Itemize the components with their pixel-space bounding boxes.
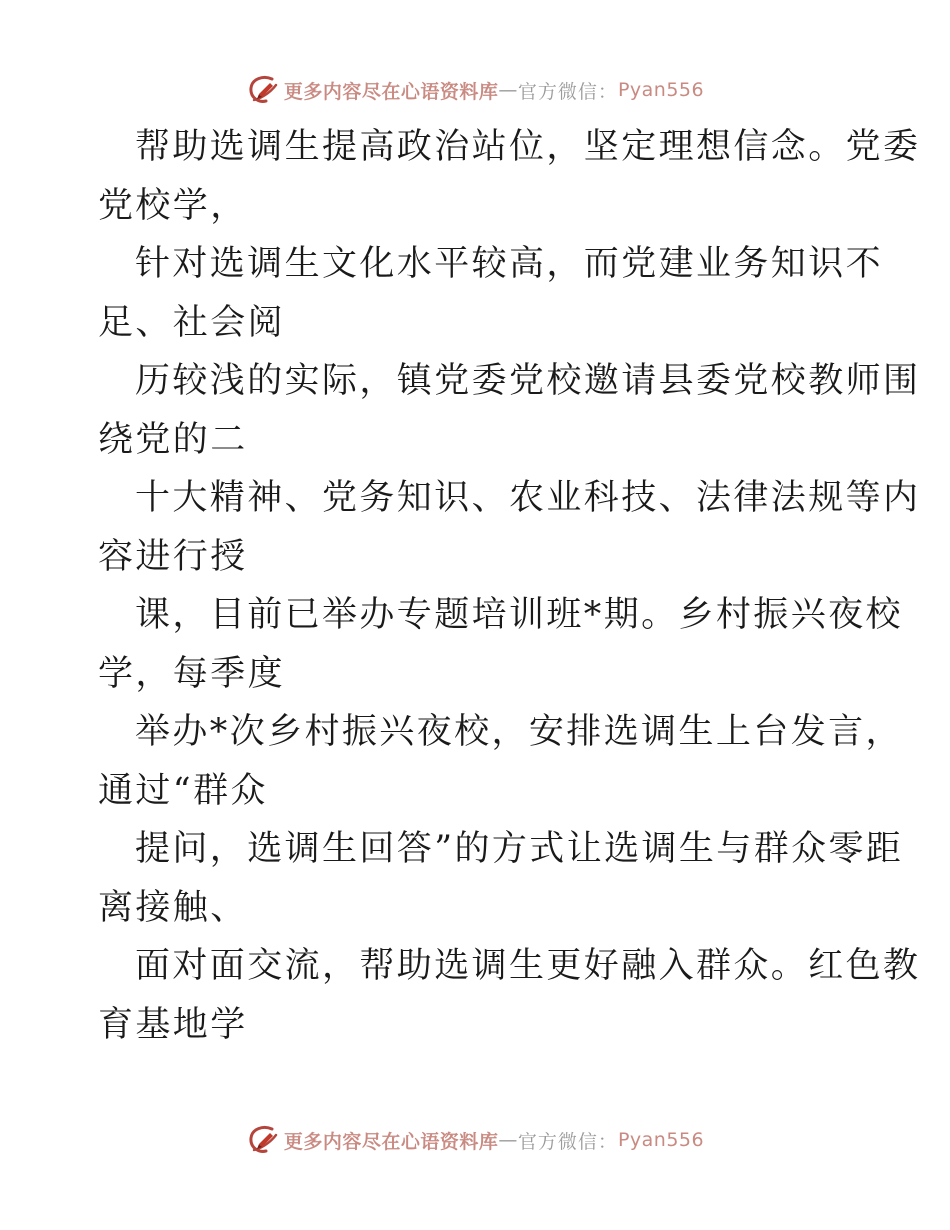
paragraph-line: 通过“群众 — [98, 770, 268, 811]
paragraph-5 — [98, 586, 903, 703]
paragraph-line: 历较浅的实际，镇党委党校邀请县委党校教师围 — [135, 361, 921, 401]
official-wechat-label: 官方微信： — [517, 1130, 618, 1153]
paragraph-3 — [98, 352, 921, 469]
paragraph-line: 党校学， — [98, 185, 248, 226]
wechat-id: Pyan556 — [617, 1129, 705, 1151]
paragraph-line: 足、社会阅 — [98, 302, 286, 343]
paragraph-line: 针对选调生文化水平较高，而党建业务知识不 — [135, 244, 884, 284]
paragraph-line: 提问，选调生回答”的方式让选调生与群众零距 — [135, 829, 904, 869]
paragraph-1 — [98, 118, 921, 235]
document-body — [98, 118, 921, 1054]
paragraph-4 — [98, 469, 921, 586]
pen-swirl-logo-icon — [246, 1123, 280, 1157]
paragraph-line: 十大精神、党务知识、农业科技、法律法规等内 — [135, 478, 921, 518]
official-wechat-label: 官方微信： — [517, 80, 618, 103]
separator-dash: — — [498, 79, 518, 101]
header-watermark — [0, 70, 950, 110]
paragraph-line: 容进行授 — [98, 536, 248, 577]
paragraph-6 — [98, 703, 903, 820]
paragraph-line: 育基地学 — [98, 1004, 248, 1045]
wechat-id: Pyan556 — [617, 79, 705, 101]
paragraph-line: 学，每季度 — [98, 653, 286, 694]
brand-text: 更多内容尽在心语资料库 — [283, 80, 499, 103]
paragraph-line: 面对面交流，帮助选调生更好融入群众。红色教 — [135, 946, 921, 986]
paragraph-line: 绕党的二 — [98, 419, 248, 460]
paragraph-line: 帮助选调生提高政治站位，坚定理想信念。党委 — [135, 127, 921, 167]
paragraph-line: 离接触、 — [98, 887, 248, 928]
paragraph-8 — [98, 937, 921, 1054]
paragraph-7 — [98, 820, 904, 937]
footer-watermark — [0, 1120, 950, 1160]
paragraph-2 — [98, 235, 884, 352]
paragraph-line: 课，目前已举办专题培训班*期。乡村振兴夜校 — [135, 595, 903, 635]
pen-swirl-logo-icon — [246, 73, 280, 107]
brand-text: 更多内容尽在心语资料库 — [283, 1130, 499, 1153]
paragraph-line: 举办*次乡村振兴夜校，安排选调生上台发言， — [135, 712, 903, 752]
separator-dash: — — [498, 1129, 518, 1151]
